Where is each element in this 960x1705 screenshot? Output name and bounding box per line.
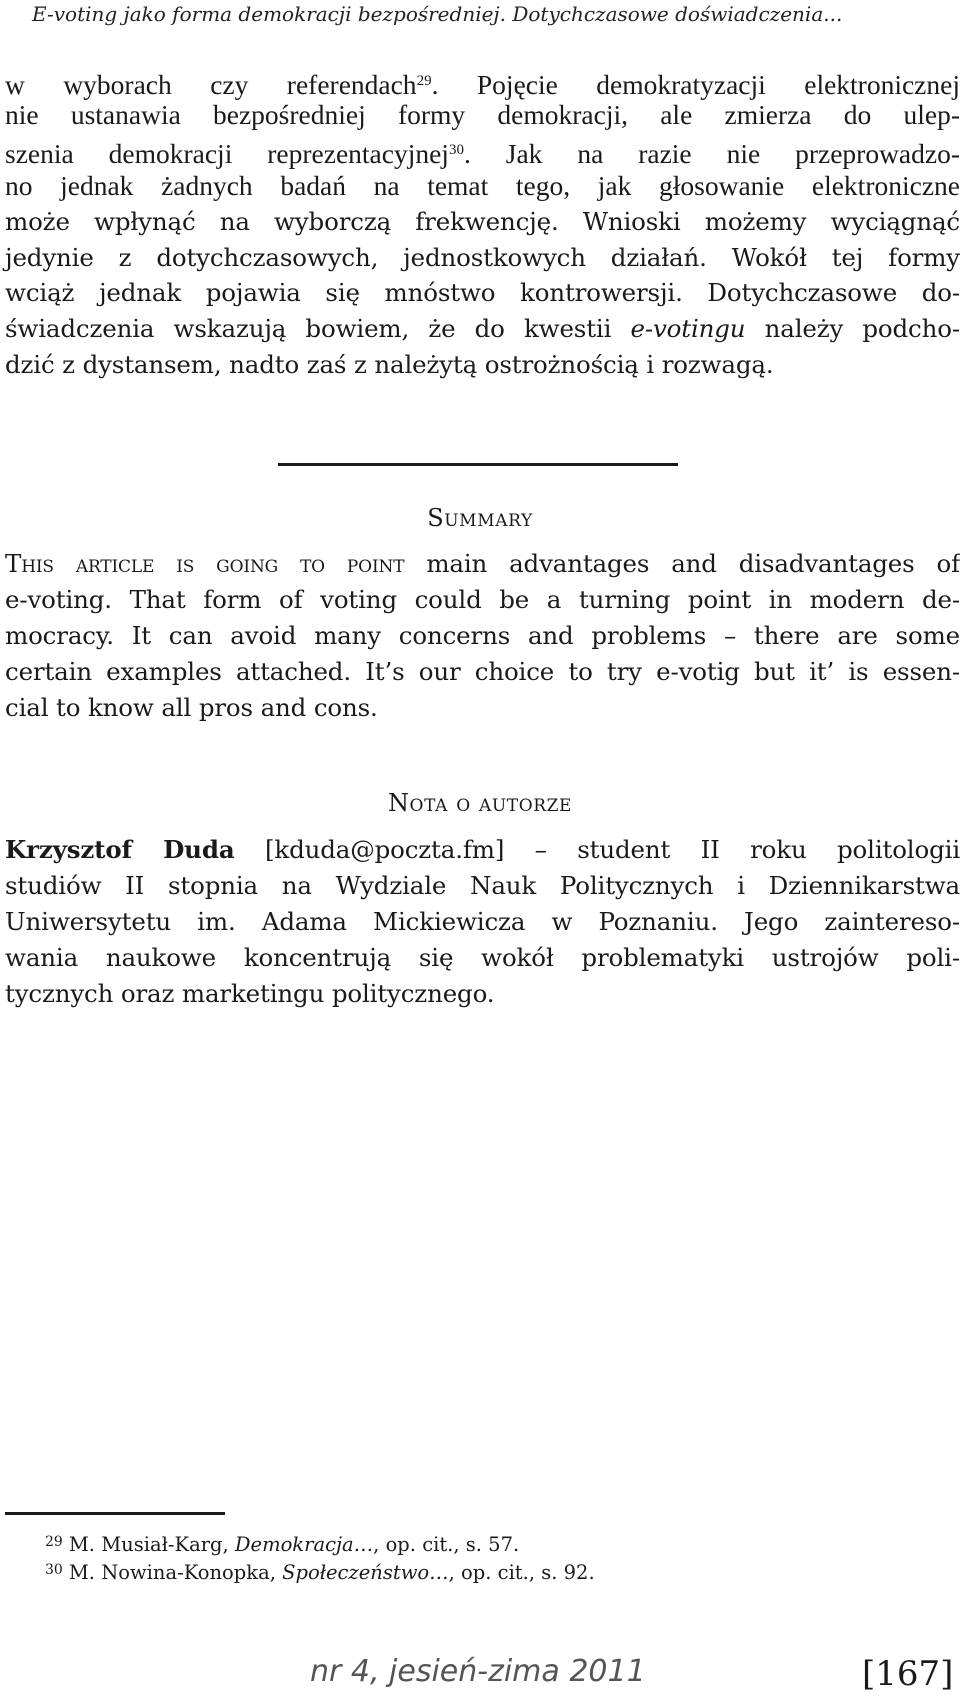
summary-line: mocracy. It can avoid many concerns and problems – there are some bbox=[5, 621, 960, 650]
page-number: [167] bbox=[862, 1654, 954, 1694]
summary-line: This article is going to point main advantages and disadvantages of bbox=[5, 549, 960, 578]
author-note-line: studiów II stopnia na Wydziale Nauk Politycznych i Dziennikarstwa bbox=[5, 871, 960, 900]
author-note-line: Uniwersytetu im. Adama Mickiewicza w Poznaniu. Jego zaintereso- bbox=[5, 907, 960, 936]
author-note-heading: Nota o autorze bbox=[387, 789, 573, 817]
author-note-line: wania naukowe koncentrują się wokół problematyki ustrojów poli- bbox=[5, 943, 960, 972]
footnote-ref-29[interactable]: 29 bbox=[416, 73, 432, 89]
section-divider bbox=[278, 463, 678, 466]
body-line: w wyborach czy referendach$^{29}$. Pojęcie demokratyzacji elektronicznej bbox=[5, 69, 960, 100]
summary-heading: Summary bbox=[427, 504, 533, 532]
footnote-30: $^{30}$ M. Nowina-Konopka, Społeczeństwo…, op. cit., s. 92. bbox=[45, 1561, 595, 1584]
body-line: może wpłynąć na wyborczą frekwencję. Wnioski możemy wyciągnąć bbox=[5, 207, 960, 236]
footnote-29: $^{29}$ M. Musiał-Karg, Demokracja…, op. cit., s. 57. bbox=[45, 1533, 520, 1556]
footnote-divider bbox=[5, 1512, 225, 1515]
summary-line: e-voting. That form of voting could be a turning point in modern de- bbox=[5, 585, 960, 614]
body-line: wciąż jednak pojawia się mnóstwo kontrowersji. Dotychczasowe do- bbox=[5, 278, 960, 307]
running-header: E-voting jako forma demokracji bezpośredniej. Dotychczasowe doświadczenia... bbox=[32, 2, 843, 26]
author-name: Krzysztof Duda bbox=[5, 835, 235, 864]
author-note-line: Krzysztof Duda [kduda@poczta.fm] – student II roku politologii bbox=[5, 835, 960, 864]
body-line: dzić z dystansem, nadto zaś z należytą ostrożnością i rozwagą. bbox=[5, 350, 774, 379]
summary-line: certain examples attached. It’s our choice to try e-votig but it’ is essen- bbox=[5, 657, 960, 686]
body-line: no jednak żadnych badań na temat tego, jak głosowanie elektroniczne bbox=[5, 170, 960, 201]
issue-label: nr 4, jesień-zima 2011 bbox=[310, 1654, 646, 1689]
body-line: nie ustanawia bezpośredniej formy demokracji, ale zmierza do ulep- bbox=[5, 99, 960, 130]
footnote-ref-30[interactable]: 30 bbox=[448, 142, 464, 158]
body-line: jedynie z dotychczasowych, jednostkowych działań. Wokół tej formy bbox=[5, 243, 960, 272]
body-line: świadczenia wskazują bowiem, że do kwestii e-votingu należy podcho- bbox=[5, 314, 960, 343]
author-note-line: tycznych oraz marketingu politycznego. bbox=[5, 979, 495, 1008]
summary-line: cial to know all pros and cons. bbox=[5, 693, 378, 722]
body-line: szenia demokracji reprezentacyjnej$^{30}$. Jak na razie nie przeprowadzo- bbox=[5, 138, 960, 169]
